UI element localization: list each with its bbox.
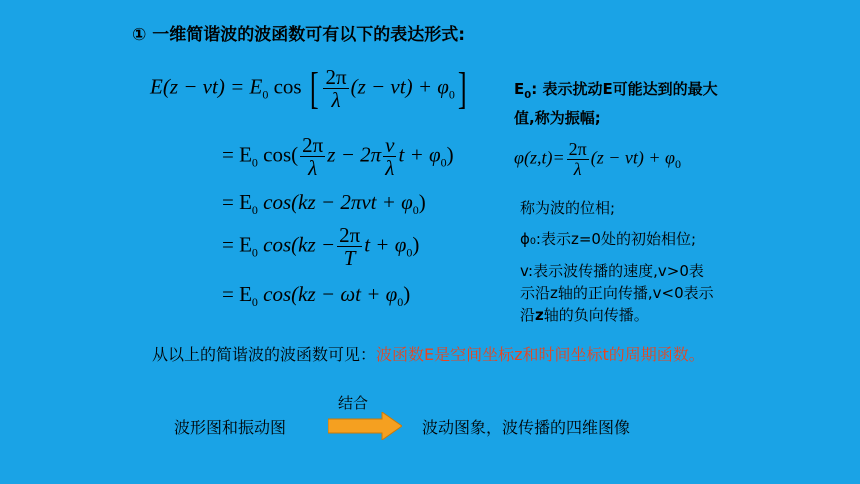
amplitude-note: $E_0$: 表示扰动E可能达到的最大值,称为振幅; bbox=[514, 80, 718, 127]
velocity-note: v:表示波传播的速度,v>0表 示沿z轴的正向传播,v<0表示 沿z轴的负向传播。 bbox=[520, 262, 714, 324]
flow-right-text: 波动图象，波传播的四维图像 bbox=[422, 418, 631, 437]
flow-left-text: 波形图和振动图 bbox=[174, 418, 287, 437]
equation-line-1: $E(z - vt) = E_0$ cos [ $\frac{2\pi}{\lambda}$ $(z - vt) + \varphi_0$] bbox=[150, 63, 467, 113]
phase-formula: φ(z,t)= $\frac{2\pi}{\lambda}$ $(z - vt) + \varphi_0$ bbox=[514, 139, 681, 179]
equation-line-5: = $E_0$ $\cos(kz - \omega t + \varphi_0)$ bbox=[222, 282, 411, 310]
heading: ① 一维简谐波的波函数可有以下的表达形式: bbox=[132, 25, 466, 45]
initial-phase-note: ϕ₀:表示z=0处的初始相位; bbox=[520, 230, 697, 248]
equation-line-3: = $E_0$ $\cos(kz - 2\pi vt + \varphi_0)$ bbox=[222, 190, 426, 218]
right-arrow-icon bbox=[328, 412, 402, 440]
phase-note: 称为波的位相; bbox=[520, 199, 616, 217]
equation-line-2: = $E_0$ cos( $\frac{2\pi}{\lambda}$ z − 2π $\frac{v}{\lambda}$ $t + \varphi_0$) bbox=[222, 133, 454, 181]
equation-line-4: = $E_0$ cos(kz − $\frac{2\pi}{T}$ $t + \varphi_0$) bbox=[222, 223, 420, 271]
arrow-label: 结合 bbox=[338, 394, 369, 412]
conclusion-note: 从以上的简谐波的波函数可见：波函数E是空间坐标z和时间坐标t的周期函数。 bbox=[152, 345, 705, 364]
